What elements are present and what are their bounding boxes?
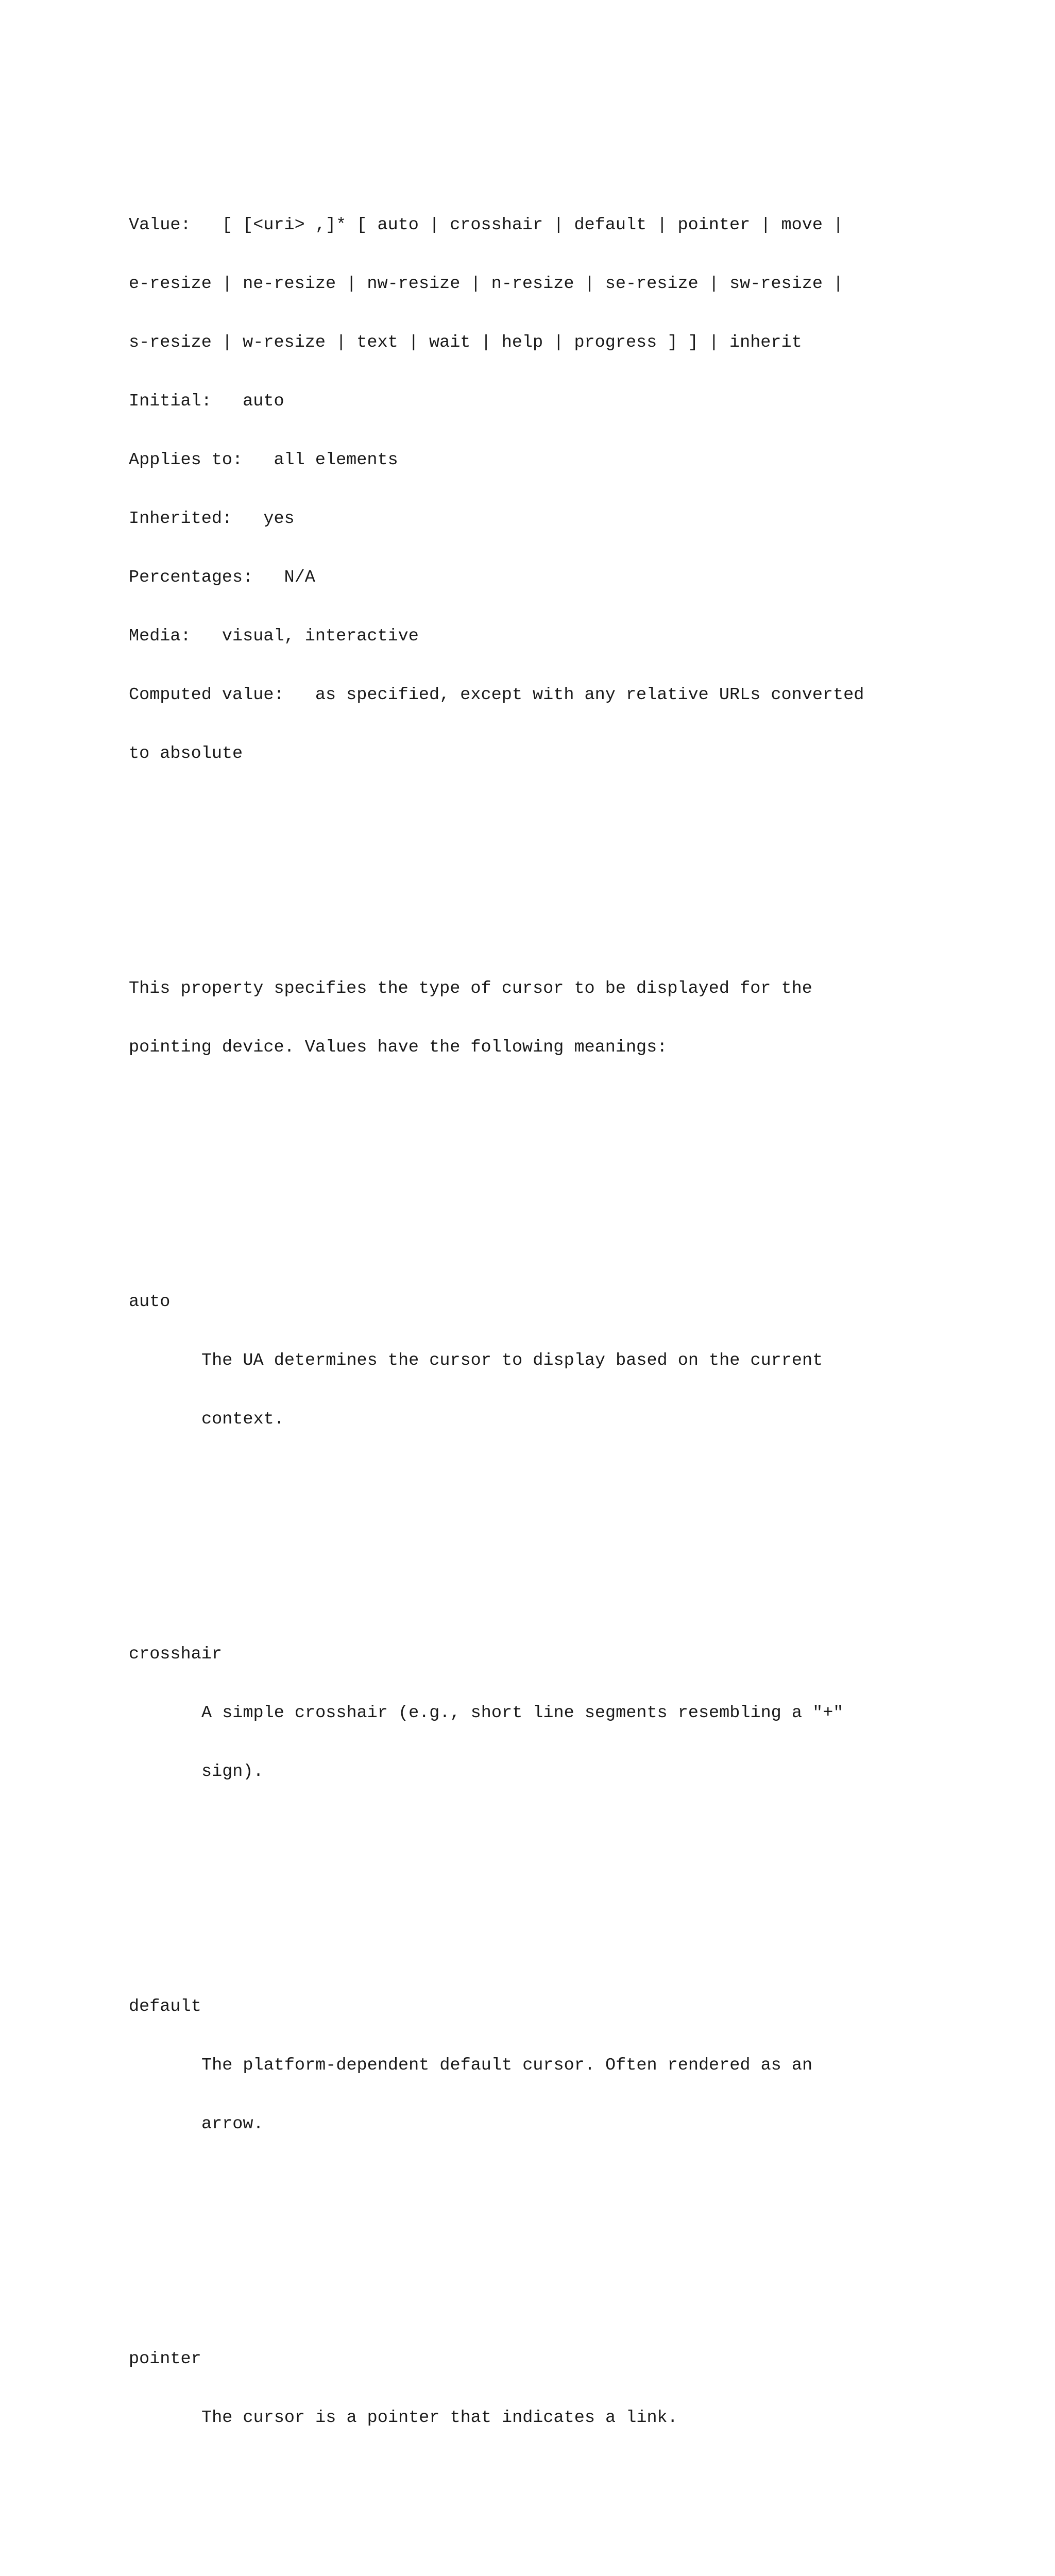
definition-desc: The cursor is a pointer that indicates a link. <box>201 2408 678 2428</box>
definition-term: crosshair <box>129 1645 222 1664</box>
intro-paragraph <box>129 940 1005 1096</box>
definition-desc: context. <box>201 1410 284 1429</box>
definition-pointer <box>129 2310 1005 2467</box>
document-body <box>129 117 1005 2576</box>
definition-desc: A simple crosshair (e.g., short line segments resembling a "+" <box>201 1703 844 1723</box>
definition-auto <box>129 1253 1005 1468</box>
intro-line: pointing device. Values have the following meanings: <box>129 1038 668 1057</box>
value-line: s-resize | w-resize | text | wait | help | progress ] ] | inherit <box>129 333 802 352</box>
initial-line: Initial: auto <box>129 392 284 411</box>
percentages-line: Percentages: N/A <box>129 568 315 587</box>
definition-default <box>129 1958 1005 2173</box>
definition-desc: arrow. <box>201 2114 264 2134</box>
definition-desc: sign). <box>201 1762 264 1782</box>
property-summary <box>129 176 1005 803</box>
value-line: e-resize | ne-resize | nw-resize | n-resize | se-resize | sw-resize | <box>129 274 844 294</box>
computed-value-line: to absolute <box>129 744 243 764</box>
media-line: Media: visual, interactive <box>129 626 419 646</box>
intro-line: This property specifies the type of cursor to be displayed for the <box>129 979 812 998</box>
definition-term: auto <box>129 1292 171 1312</box>
definition-crosshair <box>129 1605 1005 1821</box>
inherited-line: Inherited: yes <box>129 509 295 529</box>
definition-term: pointer <box>129 2349 201 2369</box>
value-line: Value: [ [<uri> ,]* [ auto | crosshair | default | pointer | move | <box>129 215 844 235</box>
definition-term: default <box>129 1997 201 2016</box>
computed-value-line: Computed value: as specified, except with any relative URLs converted <box>129 685 864 705</box>
applies-to-line: Applies to: all elements <box>129 450 398 470</box>
definition-desc: The platform-dependent default cursor. Often rendered as an <box>201 2056 813 2075</box>
definition-desc: The UA determines the cursor to display based on the current <box>201 1351 823 1370</box>
